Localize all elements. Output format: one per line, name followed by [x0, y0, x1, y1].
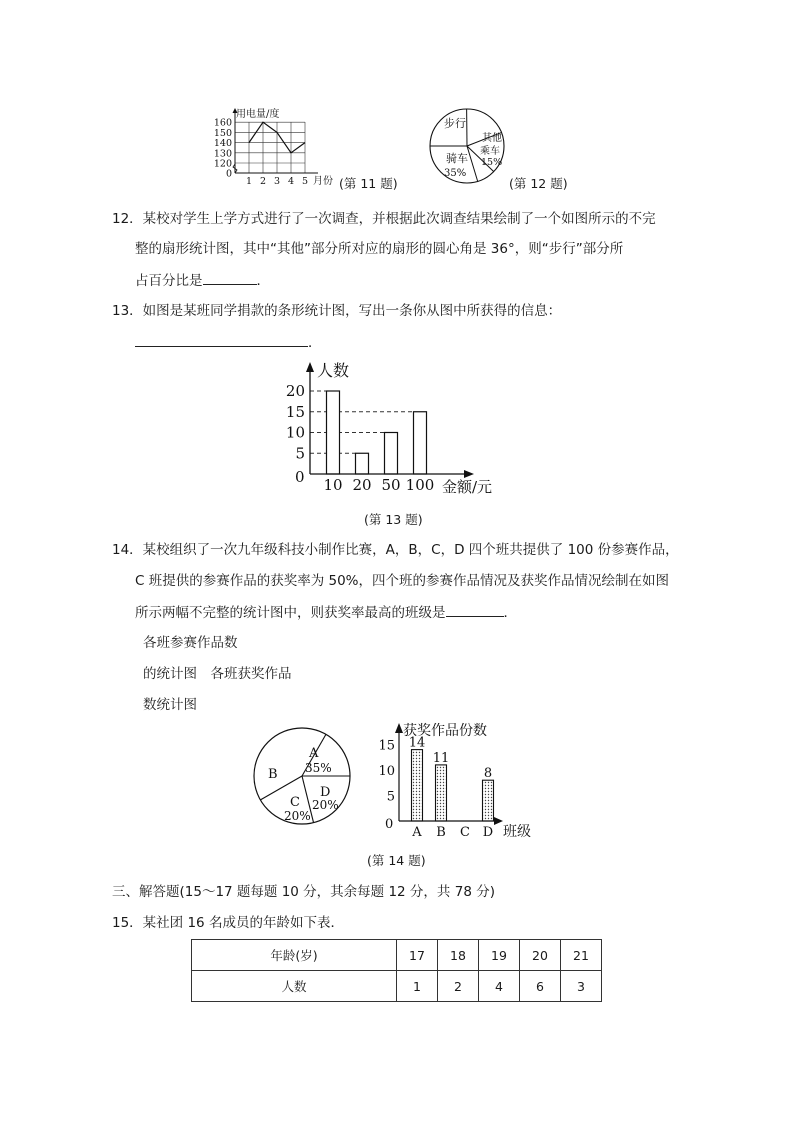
table-row — [192, 971, 602, 1002]
fig11-x-tick-label: 1 — [245, 176, 253, 187]
q13-line1: 13．如图是某班同学捐款的条形统计图，写出一条你从图中所获得的信息： — [112, 303, 562, 319]
fig12-label-walk: 步行 — [444, 117, 466, 130]
fig11-caption: (第 11 题) — [339, 176, 398, 191]
table-header-count: 人数 — [192, 971, 397, 1002]
fig12-label-bus: 乘车 — [480, 146, 500, 157]
fig11-x-label: 月份 — [313, 176, 333, 187]
fig14-pie-label-b: B — [268, 767, 278, 782]
fig12-pie-chart — [424, 104, 514, 190]
table-cell-age: 20 — [520, 940, 561, 971]
table-cell-age: 17 — [397, 940, 438, 971]
q14-line1: 14．某校组织了一次九年级科技小制作比赛，A，B，C，D 四个班共提供了 100 份参赛作品， — [112, 542, 679, 558]
fig14-origin: 0 — [385, 817, 394, 832]
fig11-x-tick-label: 3 — [273, 176, 281, 187]
fig14-y-tick-label: 15 — [378, 738, 395, 754]
fig11-x-tick-label: 4 — [287, 176, 295, 187]
fig14-y-arrow — [395, 723, 403, 733]
fig14-x-tick-label: C — [460, 825, 470, 840]
fig13-bar — [385, 433, 398, 475]
fig11-line-chart — [210, 104, 340, 188]
fig14-x-label: 班级 — [503, 824, 531, 840]
table-cell-count: 2 — [438, 971, 479, 1002]
q14-sub1: 各班参赛作品数 — [143, 635, 238, 651]
fig13-caption: (第 13 题) — [364, 512, 423, 527]
table-cell-count: 1 — [397, 971, 438, 1002]
fig11-x-ticks — [246, 176, 308, 187]
fig11-y-label: 用电量/度 — [236, 109, 280, 120]
fig11-x-tick-label: 5 — [301, 176, 309, 187]
fig13-y-tick-label: 20 — [285, 382, 305, 400]
q12-line1: 12．某校对学生上学方式进行了一次调查，并根据此次调查结果绘制了一个如图所示的不完 — [112, 211, 656, 227]
q14-line3 — [135, 602, 517, 623]
table-cell-age: 18 — [438, 940, 479, 971]
q14-sub3: 数统计图 — [143, 697, 197, 713]
fig13-y-tick-label: 10 — [285, 423, 305, 442]
fig13-y-label: 人数 — [317, 361, 350, 380]
fig11-y-tick-label: 120 — [213, 158, 232, 170]
fig13-x-tick-label: 50 — [381, 476, 401, 494]
fig13-y-ticks — [286, 382, 305, 462]
fig13-x-label: 金额/元 — [442, 478, 493, 496]
fig14-data-label: 11 — [432, 750, 450, 766]
fig13-bar — [356, 453, 369, 474]
fig12-caption: (第 12 题) — [509, 176, 568, 191]
fig13-x-tick-label: 100 — [405, 476, 435, 494]
fig14-caption: (第 14 题) — [367, 853, 426, 868]
table-cell-count: 4 — [479, 971, 520, 1002]
fig14-x-arrow — [494, 817, 503, 825]
q13-answer-blank[interactable] — [135, 332, 308, 347]
fig14-data-label: 8 — [483, 766, 493, 782]
fig14-y-label: 获奖作品份数 — [403, 723, 487, 739]
fig13-bar — [327, 391, 340, 474]
q15-line1: 15．某社团 16 名成员的年龄如下表． — [112, 915, 344, 931]
table-cell-age: 21 — [561, 940, 602, 971]
table-cell-age: 19 — [479, 940, 520, 971]
fig11-y-tick-label: 0 — [225, 168, 232, 180]
q14-line3-text: 所示两幅不完整的统计图中，则获奖率最高的班级是 — [135, 605, 446, 621]
fig13-x-arrow — [464, 470, 474, 478]
fig11-grid — [235, 122, 305, 173]
section3-heading: 三、解答题(15～17 题每题 10 分，其余每题 12 分，共 78 分) — [112, 884, 495, 900]
q12-line3 — [135, 270, 270, 291]
fig11-y-ticks — [214, 118, 232, 180]
fig14-pie-label-d: D — [320, 785, 331, 800]
fig14-x-tick-label: A — [412, 825, 422, 840]
fig14-pie-label-c: C — [290, 795, 300, 810]
fig12-label-bus-pct: 15% — [481, 157, 503, 168]
fig11-y-tick-label: 140 — [213, 138, 232, 150]
q12-answer-blank[interactable] — [203, 270, 257, 285]
table-cell-count: 6 — [520, 971, 561, 1002]
fig13-x-tick-label: 10 — [323, 476, 343, 494]
table-header-age: 年龄(岁) — [192, 940, 397, 971]
fig14-bar-chart — [376, 718, 546, 844]
q12-line3-end: ． — [256, 273, 270, 289]
fig13-x-tick-label: 20 — [352, 476, 372, 494]
fig14-pie-label-a: A — [309, 746, 319, 761]
fig14-bar — [483, 780, 494, 821]
q12-line3-text: 占百分比是 — [135, 273, 203, 289]
fig14-pie-label-a-pct: 35% — [305, 761, 332, 775]
fig14-bars — [412, 750, 494, 821]
fig14-pie-label-c-pct: 20% — [284, 809, 311, 823]
fig14-bar — [436, 765, 447, 821]
fig13-y-tick-label: 5 — [295, 444, 305, 463]
fig13-y-tick-label: 15 — [285, 402, 305, 421]
fig11-x-tick-label: 2 — [259, 176, 267, 187]
q12-line2: 整的扇形统计图，其中“其他”部分所对应的扇形的圆心角是 36°，则“步行”部分所 — [135, 241, 624, 257]
table-row — [192, 940, 602, 971]
fig14-x-tick-label: D — [482, 825, 494, 840]
fig14-bar — [412, 750, 423, 821]
q13-line2-end: ． — [308, 335, 322, 351]
fig13-x-ticks — [323, 476, 434, 494]
table-cell-count: 3 — [561, 971, 602, 1002]
fig14-y-tick-label: 5 — [386, 789, 395, 805]
fig12-label-bike: 骑车 — [446, 152, 468, 165]
q14-answer-blank[interactable] — [446, 602, 504, 617]
fig14-data-label: 14 — [408, 735, 426, 751]
fig14-x-ticks — [411, 825, 493, 840]
fig13-bar — [414, 412, 427, 474]
fig13-y-arrow — [306, 362, 314, 372]
fig14-x-tick-label: B — [436, 825, 446, 840]
q14-line2: C 班提供的参赛作品的获奖率为 50%，四个班的参赛作品情况及获奖作品情况绘制在如图 — [135, 573, 670, 589]
fig14-pie-label-d-pct: 20% — [312, 798, 339, 812]
fig12-label-other: 其他 — [482, 133, 502, 144]
q14-sub2: 的统计图 各班获奖作品 — [143, 666, 292, 682]
fig13-bar-chart — [280, 356, 510, 496]
fig11-y-tick-label: 160 — [213, 117, 232, 129]
fig14-pie-chart — [250, 724, 360, 832]
fig11-y-tick-label: 150 — [213, 127, 232, 139]
q13-line2 — [135, 332, 322, 353]
fig11-y-tick-label: 130 — [213, 148, 232, 160]
fig14-y-tick-label: 10 — [378, 764, 395, 779]
fig14-y-ticks — [378, 739, 395, 805]
q14-line3-end: ． — [503, 605, 517, 621]
fig13-origin: 0 — [295, 468, 305, 486]
q15-age-table — [191, 939, 602, 1002]
fig12-label-bike-pct: 35% — [444, 168, 467, 179]
